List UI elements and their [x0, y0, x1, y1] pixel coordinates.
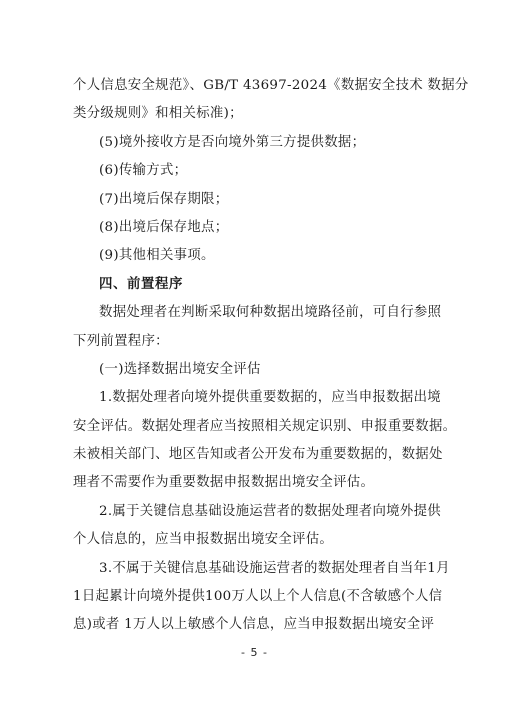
text-line: 类分级规则》和相关标准)；	[73, 106, 243, 122]
list-item: (5)境外接收方是否向境外第三方提供数据；	[99, 134, 366, 150]
paragraph-line: 个人信息的，应当申报数据出境安全评估。	[73, 532, 334, 548]
section-heading: 四、前置程序	[99, 276, 183, 292]
document-body	[73, 72, 469, 640]
list-item: (7)出境后保存期限；	[99, 191, 229, 207]
list-item: (6)传输方式；	[99, 163, 188, 179]
paragraph-line: 息)或者 1万人以上敏感个人信息，应当申报数据出境安全评	[73, 617, 435, 633]
paragraph-line: 理者不需要作为重要数据申报数据出境安全评估。	[73, 475, 375, 491]
paragraph-line: 安全评估。数据处理者应当按照相关规定识别、申报重要数据。	[73, 418, 457, 434]
page-number: - 5 -	[241, 646, 268, 659]
paragraph-line: 1.数据处理者向境外提供重要数据的，应当申报数据出境	[99, 390, 441, 406]
paragraph-line: 下列前置程序：	[73, 333, 169, 349]
text-line: 个人信息安全规范》、GB/T 43697-2024《数据安全技术 数据分	[73, 78, 469, 93]
paragraph-line: 1日起累计向境外提供100万人以上个人信息(不含敏感个人信	[73, 589, 443, 605]
paragraph-line: 3.不属于关键信息基础设施运营者的数据处理者自当年1月	[99, 560, 450, 576]
list-item: (9)其他相关事项。	[99, 248, 215, 264]
subsection-heading: (一)选择数据出境安全评估	[99, 361, 261, 377]
paragraph-line: 数据处理者在判断采取何种数据出境路径前，可自行参照	[99, 305, 442, 321]
paragraph-line: 未被相关部门、地区告知或者公开发布为重要数据的，数据处	[73, 447, 443, 463]
list-item: (8)出境后保存地点；	[99, 219, 229, 235]
paragraph-line: 2.属于关键信息基础设施运营者的数据处理者向境外提供	[99, 503, 441, 519]
